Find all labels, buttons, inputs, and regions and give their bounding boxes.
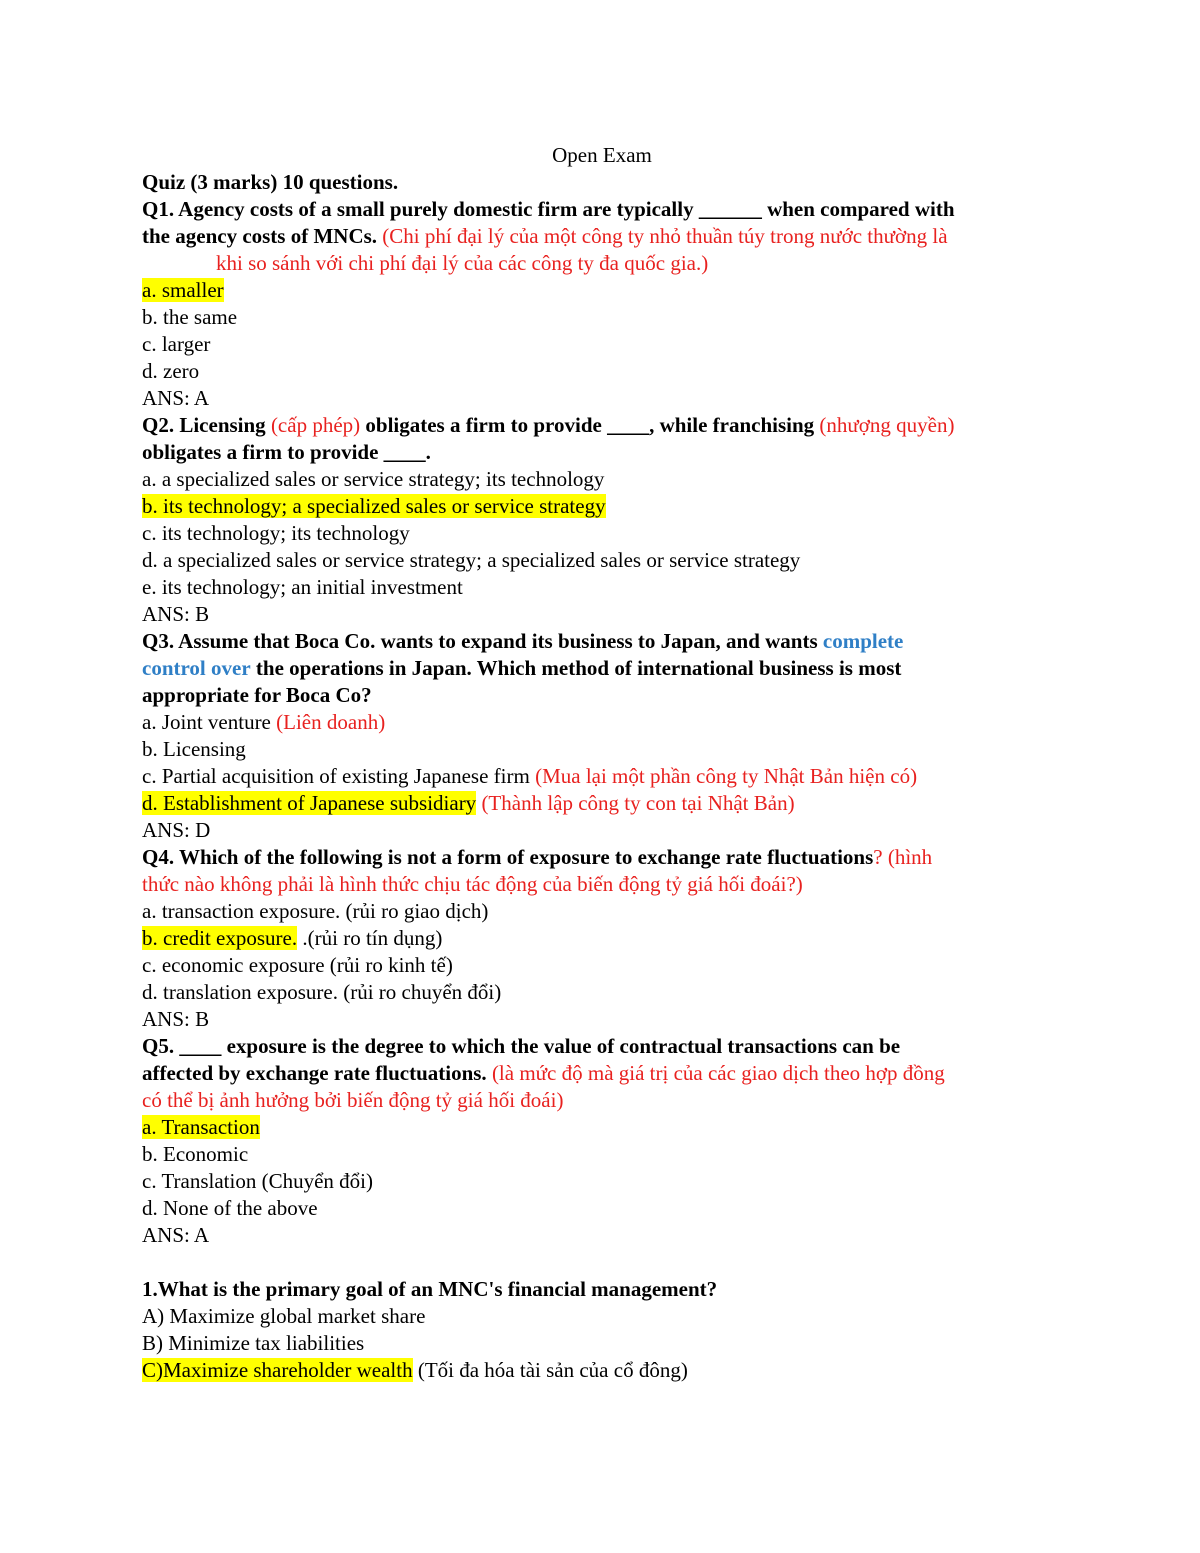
- q3-option-d-translation: (Thành lập công ty con tại Nhật Bản): [481, 791, 795, 815]
- q1-option-d: d. zero: [142, 359, 200, 383]
- q3-option-b: b. Licensing: [142, 737, 246, 761]
- q2-translation-a: (cấp phép): [270, 413, 361, 437]
- q2-option-e: e. its technology; an initial investment: [142, 575, 463, 599]
- q1-option-c: c. larger: [142, 332, 211, 356]
- exam-page: [142, 142, 1062, 1384]
- q3-option-a-text: a. Joint venture: [142, 710, 271, 734]
- page-title: Open Exam: [552, 143, 652, 167]
- q2-translation-b: (nhượng quyền): [819, 413, 955, 437]
- q3-option-d: [142, 790, 1062, 817]
- q2-stem-b: obligates a firm to provide ____, while franchising: [365, 413, 815, 437]
- q2-answer: ANS: B: [142, 602, 210, 626]
- q2-stem-a: Q2. Licensing: [142, 413, 266, 437]
- q4-translation-a: ? (hình: [873, 845, 933, 869]
- q1-translation: (Chi phí đại lý của một công ty nhỏ thuần túy trong nước thường là: [382, 224, 948, 248]
- q5-option-d: d. None of the above: [142, 1196, 318, 1220]
- q3-stem-line-3: appropriate for Boca Co?: [142, 683, 372, 707]
- q3-stem-b: the operations in Japan. Which method of international business is most: [255, 656, 902, 680]
- mnc-option-c: [142, 1357, 1062, 1384]
- mnc-option-c-text: C)Maximize shareholder wealth: [142, 1358, 413, 1382]
- mnc-option-a: A) Maximize global market share: [142, 1304, 426, 1328]
- q2-stem-line-2: obligates a firm to provide ____.: [142, 440, 431, 464]
- q5-answer: ANS: A: [142, 1223, 210, 1247]
- q3-option-c: [142, 763, 1062, 790]
- q4-option-c: c. economic exposure (rủi ro kinh tế): [142, 953, 453, 977]
- q3-option-c-text: c. Partial acquisition of existing Japanese firm: [142, 764, 530, 788]
- q4-stem-line-1: [142, 844, 1062, 871]
- mnc-option-b: B) Minimize tax liabilities: [142, 1331, 365, 1355]
- q3-option-a: [142, 709, 1062, 736]
- q2-option-a: a. a specialized sales or service strategy; its technology: [142, 467, 605, 491]
- q5-translation-a: (là mức độ mà giá trị của các giao dịch theo hợp đồng: [491, 1061, 945, 1085]
- q1-answer: ANS: A: [142, 386, 210, 410]
- q2-option-b: [142, 493, 1062, 520]
- q5-stem-line-2: [142, 1060, 1062, 1087]
- q3-emphasis-b: control over: [142, 656, 251, 680]
- q5-option-a-text: a. Transaction: [142, 1115, 260, 1139]
- q1-option-a: [142, 277, 1062, 304]
- q2-option-b-text: b. its technology; a specialized sales or service strategy: [142, 494, 606, 518]
- q5-translation-b: có thể bị ảnh hưởng bởi biến động tỷ giá hối đoái): [142, 1088, 564, 1112]
- q2-option-d: d. a specialized sales or service strategy; a specialized sales or service strategy: [142, 548, 801, 572]
- q1-option-a-text: a. smaller: [142, 278, 224, 302]
- q3-stem-a: Q3. Assume that Boca Co. wants to expand its business to Japan, and wants: [142, 629, 818, 653]
- q5-option-a: [142, 1114, 1062, 1141]
- q2-option-c: c. its technology; its technology: [142, 521, 410, 545]
- q4-option-d: d. translation exposure. (rủi ro chuyển đổi): [142, 980, 502, 1004]
- q5-option-b: b. Economic: [142, 1142, 249, 1166]
- q3-emphasis-a: complete: [822, 629, 904, 653]
- q5-stem-b: affected by exchange rate fluctuations.: [142, 1061, 487, 1085]
- q3-stem-line-2: [142, 655, 1062, 682]
- mnc-question-stem: 1.What is the primary goal of an MNC's financial management?: [142, 1277, 718, 1301]
- q3-option-a-translation: (Liên doanh): [276, 710, 386, 734]
- q3-answer: ANS: D: [142, 818, 211, 842]
- q2-stem-line-1: [142, 412, 1062, 439]
- spacer: [142, 1249, 1062, 1276]
- q5-option-c: c. Translation (Chuyển đổi): [142, 1169, 373, 1193]
- quiz-header: Quiz (3 marks) 10 questions.: [142, 170, 399, 194]
- q4-stem-a: Q4. Which of the following is not a form of exposure to exchange rate fluctuations: [142, 845, 874, 869]
- q3-option-c-translation: (Mua lại một phần công ty Nhật Bản hiện có): [535, 764, 918, 788]
- q5-stem-line-1: Q5. ____ exposure is the degree to which the value of contractual transactions can be: [142, 1034, 901, 1058]
- q1-stem-text: the agency costs of MNCs.: [142, 224, 378, 248]
- q4-option-a: a. transaction exposure. (rủi ro giao dịch): [142, 899, 489, 923]
- q1-stem-line-1: Q1. Agency costs of a small purely domestic firm are typically ______ when compared with: [142, 197, 955, 221]
- q1-translation-cont: khi so sánh với chi phí đại lý của các công ty đa quốc gia.): [216, 251, 709, 275]
- q4-option-b-rest: .(rủi ro tín dụng): [297, 926, 443, 950]
- q1-option-b: b. the same: [142, 305, 238, 329]
- q4-translation-b: thức nào không phải là hình thức chịu tác động của biến động tỷ giá hối đoái?): [142, 872, 803, 896]
- q3-stem-line-1: [142, 628, 1062, 655]
- q4-answer: ANS: B: [142, 1007, 210, 1031]
- mnc-option-c-translation: (Tối đa hóa tài sản của cổ đông): [412, 1358, 688, 1382]
- q3-option-d-text: d. Establishment of Japanese subsidiary: [142, 791, 477, 815]
- q4-option-b: [142, 925, 1062, 952]
- q4-option-b-text: b. credit exposure.: [142, 926, 298, 950]
- q1-stem-line-2: [142, 223, 1062, 250]
